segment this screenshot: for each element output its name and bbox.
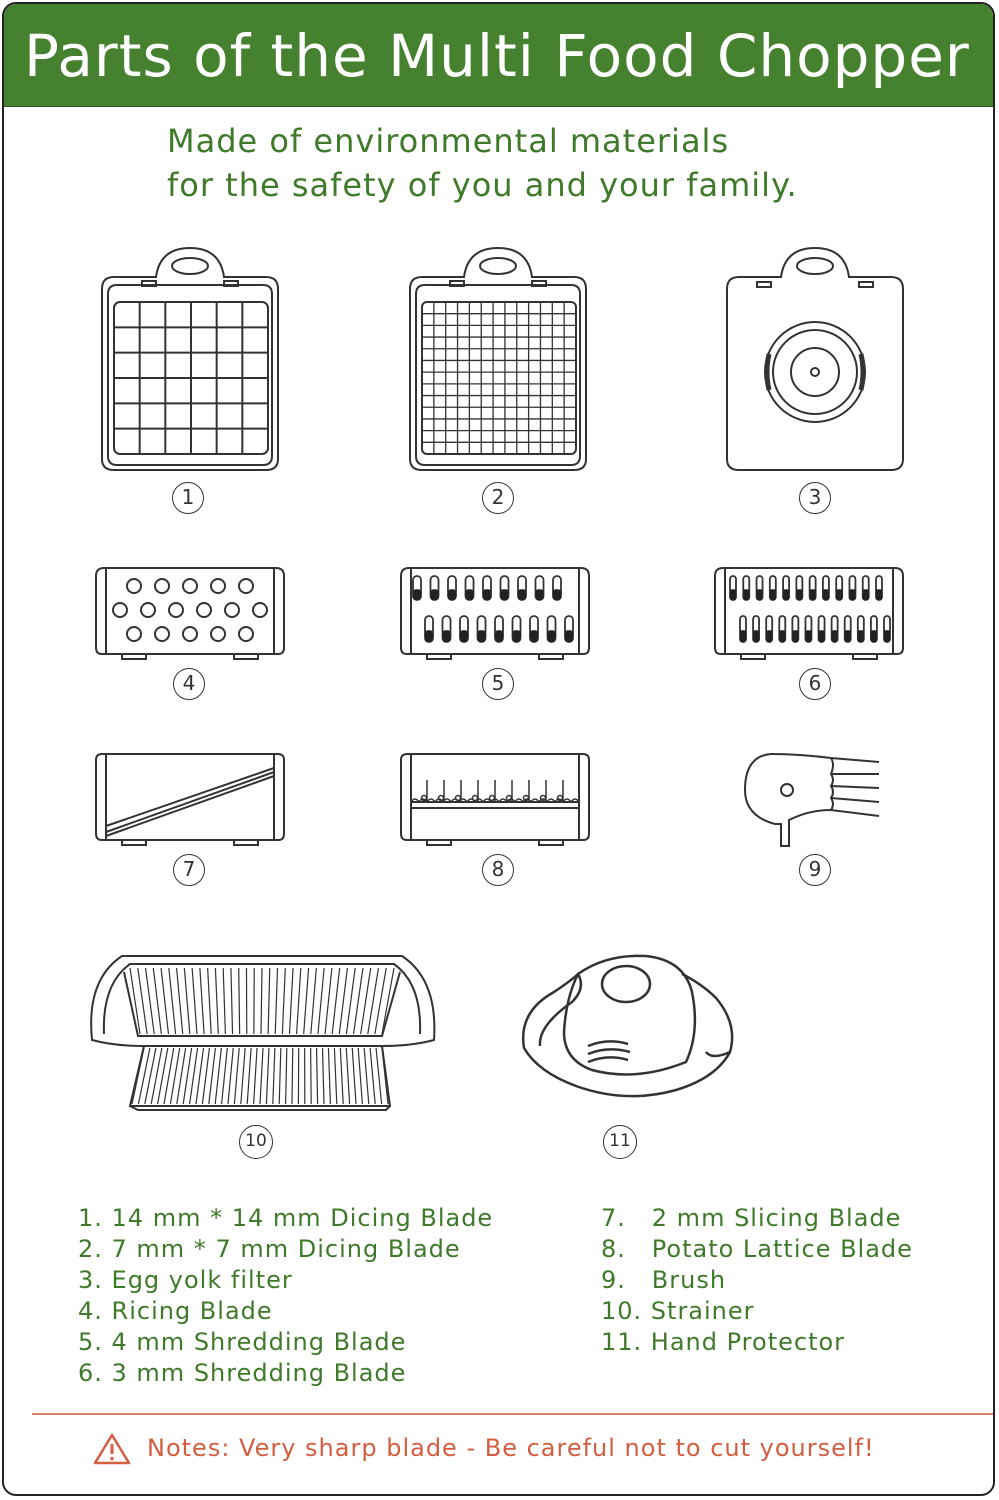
potato-lattice-blade-icon — [397, 750, 593, 850]
part-number-9: 9 — [799, 854, 831, 886]
part-number-6: 6 — [799, 668, 831, 700]
legend-item-2: 2. 7 mm * 7 mm Dicing Blade — [78, 1235, 461, 1263]
egg-yolk-filter-icon — [719, 244, 911, 476]
title-banner — [4, 4, 993, 107]
subtitle-line-2: for the safety of you and your family. — [167, 166, 798, 204]
page-title: Parts of the Multi Food Chopper — [24, 22, 970, 90]
subtitle-line-1: Made of environmental materials — [167, 122, 730, 160]
notes-divider — [32, 1413, 994, 1415]
legend-item-10: 10. Strainer — [601, 1297, 755, 1325]
legend-item-3: 3. Egg yolk filter — [78, 1266, 293, 1294]
legend-item-4: 4. Ricing Blade — [78, 1297, 273, 1325]
warning-triangle-icon — [92, 1432, 132, 1466]
legend-item-11: 11. Hand Protector — [601, 1328, 846, 1356]
part-number-2: 2 — [482, 482, 514, 514]
brush-icon — [739, 750, 889, 850]
legend-item-6: 6. 3 mm Shredding Blade — [78, 1359, 407, 1387]
page-frame — [2, 2, 995, 1496]
legend-item-9: 9. Brush — [601, 1266, 727, 1294]
part-number-5: 5 — [482, 668, 514, 700]
dicing-blade-7mm-icon — [402, 244, 594, 476]
safety-note: Notes: Very sharp blade - Be careful not to cut yourself! — [147, 1434, 875, 1462]
part-number-10: 10 — [239, 1125, 273, 1159]
part-number-7: 7 — [173, 854, 205, 886]
dicing-blade-14mm-icon — [94, 244, 286, 476]
strainer-icon — [82, 950, 442, 1116]
part-number-4: 4 — [173, 668, 205, 700]
legend-item-7: 7. 2 mm Slicing Blade — [601, 1204, 902, 1232]
hand-protector-icon — [516, 952, 740, 1106]
part-number-11: 11 — [603, 1125, 637, 1159]
part-number-8: 8 — [482, 854, 514, 886]
part-number-1: 1 — [172, 482, 204, 514]
legend-item-1: 1. 14 mm * 14 mm Dicing Blade — [78, 1204, 494, 1232]
ricing-blade-icon — [92, 564, 288, 664]
slicing-blade-icon — [92, 750, 288, 850]
shredding-blade-3mm-icon — [711, 564, 907, 664]
shredding-blade-4mm-icon — [397, 564, 593, 664]
part-number-3: 3 — [799, 482, 831, 514]
legend-item-5: 5. 4 mm Shredding Blade — [78, 1328, 407, 1356]
legend-item-8: 8. Potato Lattice Blade — [601, 1235, 913, 1263]
